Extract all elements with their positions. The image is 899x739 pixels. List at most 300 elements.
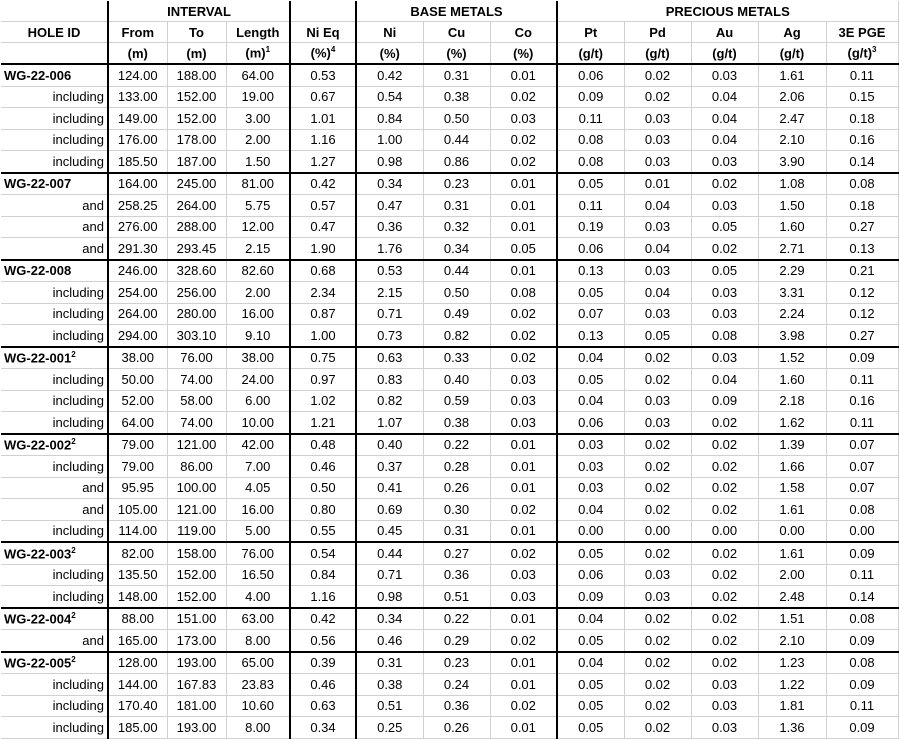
co-cell: 0.01 (490, 64, 557, 86)
to-cell: 86.00 (167, 456, 226, 478)
cu-cell: 0.36 (423, 695, 490, 717)
interval-qualifier: including (1, 520, 108, 542)
pd-cell: 0.03 (624, 129, 691, 151)
header-to-unit: (m) (167, 43, 226, 65)
pt-cell: 0.13 (557, 260, 624, 282)
from-cell: 82.00 (108, 542, 167, 564)
header-cu-unit: (%) (423, 43, 490, 65)
from-cell: 165.00 (108, 630, 167, 652)
table-row (1, 434, 898, 456)
nieq-cell: 0.75 (290, 347, 356, 369)
co-cell: 0.01 (490, 717, 557, 739)
header-nieq-top (290, 1, 356, 22)
nieq-cell: 0.42 (290, 173, 356, 195)
table-row (1, 260, 898, 282)
nieq-cell: 1.90 (290, 238, 356, 260)
hole-id-cell (1, 173, 108, 195)
ag-cell: 2.10 (758, 630, 826, 652)
interval-qualifier: including (1, 564, 108, 586)
co-cell: 0.03 (490, 412, 557, 434)
au-cell: 0.03 (691, 347, 758, 369)
to-cell: 152.00 (167, 586, 226, 608)
co-cell: 0.01 (490, 608, 557, 630)
header-ni: Ni (356, 22, 423, 43)
pd-cell: 0.04 (624, 195, 691, 217)
to-cell: 193.00 (167, 717, 226, 739)
header-ni-unit: (%) (356, 43, 423, 65)
nieq-cell: 0.97 (290, 369, 356, 391)
pt-cell: 0.06 (557, 412, 624, 434)
to-cell: 181.00 (167, 695, 226, 717)
pd-cell: 0.04 (624, 238, 691, 260)
pge-cell: 0.21 (826, 260, 898, 282)
pge-cell: 0.07 (826, 477, 898, 499)
pge-footnote: 3 (872, 45, 877, 55)
table-row (1, 456, 898, 478)
au-cell: 0.04 (691, 108, 758, 130)
header-co: Co (490, 22, 557, 43)
pt-cell: 0.09 (557, 86, 624, 108)
ni-cell: 0.54 (356, 86, 423, 108)
cu-cell: 0.26 (423, 477, 490, 499)
pt-cell: 0.13 (557, 325, 624, 347)
co-cell: 0.01 (490, 652, 557, 674)
pge-cell: 0.09 (826, 717, 898, 739)
pge-cell: 0.16 (826, 390, 898, 412)
length-cell: 7.00 (226, 456, 290, 478)
pt-cell: 0.08 (557, 151, 624, 173)
length-cell: 5.00 (226, 520, 290, 542)
pd-cell: 0.02 (624, 674, 691, 696)
pge-cell: 0.18 (826, 195, 898, 217)
co-cell: 0.02 (490, 151, 557, 173)
hole-id: WG-22-008 (4, 263, 72, 279)
au-cell: 0.02 (691, 173, 758, 195)
nieq-cell: 0.80 (290, 499, 356, 521)
to-cell: 151.00 (167, 608, 226, 630)
nieq-cell: 1.21 (290, 412, 356, 434)
cu-cell: 0.22 (423, 608, 490, 630)
table-row (1, 86, 898, 108)
to-cell: 74.00 (167, 369, 226, 391)
pt-cell: 0.05 (557, 630, 624, 652)
ni-cell: 0.34 (356, 173, 423, 195)
pge-cell: 0.08 (826, 608, 898, 630)
ni-cell: 1.07 (356, 412, 423, 434)
from-cell: 64.00 (108, 412, 167, 434)
from-cell: 95.95 (108, 477, 167, 499)
hole-id-footnote: 2 (71, 655, 76, 665)
pge-cell: 0.11 (826, 564, 898, 586)
hole-id: WG-22-001 (4, 350, 72, 366)
hole-id: WG-22-004 (4, 611, 72, 627)
interval-qualifier: including (1, 369, 108, 391)
length-cell: 19.00 (226, 86, 290, 108)
co-cell: 0.02 (490, 499, 557, 521)
ag-cell: 3.31 (758, 282, 826, 304)
header-pt-unit: (g/t) (557, 43, 624, 65)
pd-cell: 0.02 (624, 652, 691, 674)
cu-cell: 0.50 (423, 108, 490, 130)
from-cell: 79.00 (108, 434, 167, 456)
table-row (1, 608, 898, 630)
from-cell: 176.00 (108, 129, 167, 151)
pt-cell: 0.11 (557, 108, 624, 130)
au-cell: 0.02 (691, 652, 758, 674)
cu-cell: 0.40 (423, 369, 490, 391)
cu-cell: 0.31 (423, 520, 490, 542)
header-pd: Pd (624, 22, 691, 43)
ag-cell: 1.22 (758, 674, 826, 696)
header-row-labels (1, 22, 898, 43)
header-pge: 3E PGE (826, 22, 898, 43)
from-cell: 79.00 (108, 456, 167, 478)
cu-cell: 0.32 (423, 216, 490, 238)
pt-cell: 0.04 (557, 347, 624, 369)
length-cell: 65.00 (226, 652, 290, 674)
ag-cell: 2.71 (758, 238, 826, 260)
header-au-unit: (g/t) (691, 43, 758, 65)
pd-cell: 0.02 (624, 434, 691, 456)
from-cell: 291.30 (108, 238, 167, 260)
co-cell: 0.01 (490, 260, 557, 282)
nieq-cell: 0.48 (290, 434, 356, 456)
au-cell: 0.08 (691, 325, 758, 347)
co-cell: 0.08 (490, 282, 557, 304)
pd-cell: 0.05 (624, 325, 691, 347)
ag-cell: 2.24 (758, 303, 826, 325)
pge-cell: 0.13 (826, 238, 898, 260)
pge-cell: 0.11 (826, 64, 898, 86)
length-cell: 23.83 (226, 674, 290, 696)
length-cell: 10.60 (226, 695, 290, 717)
pd-cell: 0.03 (624, 564, 691, 586)
header-co-unit: (%) (490, 43, 557, 65)
length-cell: 9.10 (226, 325, 290, 347)
table-row (1, 108, 898, 130)
length-cell: 10.00 (226, 412, 290, 434)
length-cell: 42.00 (226, 434, 290, 456)
interval-qualifier: and (1, 477, 108, 499)
co-cell: 0.02 (490, 695, 557, 717)
length-cell: 16.00 (226, 303, 290, 325)
ag-cell: 3.90 (758, 151, 826, 173)
interval-qualifier: including (1, 695, 108, 717)
hole-id-cell (1, 64, 108, 86)
interval-qualifier: including (1, 108, 108, 130)
nieq-cell: 1.00 (290, 325, 356, 347)
interval-qualifier: and (1, 216, 108, 238)
table-row (1, 195, 898, 217)
co-cell: 0.02 (490, 542, 557, 564)
pge-cell: 0.16 (826, 129, 898, 151)
table-row (1, 390, 898, 412)
cu-cell: 0.23 (423, 652, 490, 674)
pge-cell: 0.14 (826, 586, 898, 608)
ag-cell: 1.52 (758, 347, 826, 369)
to-cell: 256.00 (167, 282, 226, 304)
ni-cell: 0.51 (356, 695, 423, 717)
ni-cell: 0.31 (356, 652, 423, 674)
ni-cell: 0.42 (356, 64, 423, 86)
co-cell: 0.02 (490, 86, 557, 108)
to-cell: 58.00 (167, 390, 226, 412)
nieq-cell: 0.50 (290, 477, 356, 499)
au-cell: 0.03 (691, 195, 758, 217)
co-cell: 0.01 (490, 216, 557, 238)
from-cell: 185.00 (108, 717, 167, 739)
ag-cell: 1.61 (758, 499, 826, 521)
hole-id-footnote: 2 (71, 437, 76, 447)
pd-cell: 0.02 (624, 630, 691, 652)
nieq-cell: 0.84 (290, 564, 356, 586)
ni-cell: 0.98 (356, 586, 423, 608)
ag-cell: 1.51 (758, 608, 826, 630)
au-cell: 0.02 (691, 586, 758, 608)
header-pd-unit: (g/t) (624, 43, 691, 65)
header-length-unit (226, 43, 290, 65)
nieq-cell: 1.27 (290, 151, 356, 173)
ni-cell: 2.15 (356, 282, 423, 304)
pt-cell: 0.05 (557, 369, 624, 391)
to-cell: 76.00 (167, 347, 226, 369)
au-cell: 0.04 (691, 86, 758, 108)
nieq-cell: 1.02 (290, 390, 356, 412)
nieq-cell: 2.34 (290, 282, 356, 304)
interval-qualifier: and (1, 195, 108, 217)
ni-cell: 0.83 (356, 369, 423, 391)
nieq-cell: 1.16 (290, 586, 356, 608)
co-cell: 0.03 (490, 390, 557, 412)
hole-id: WG-22-003 (4, 545, 72, 561)
au-cell: 0.02 (691, 564, 758, 586)
nieq-cell: 0.67 (290, 86, 356, 108)
pt-cell: 0.06 (557, 564, 624, 586)
co-cell: 0.01 (490, 674, 557, 696)
pd-cell: 0.03 (624, 108, 691, 130)
interval-qualifier: and (1, 499, 108, 521)
pge-unit-text: (g/t) (847, 45, 873, 61)
to-cell: 158.00 (167, 542, 226, 564)
pt-cell: 0.05 (557, 282, 624, 304)
ag-cell: 2.48 (758, 586, 826, 608)
au-cell: 0.02 (691, 412, 758, 434)
co-cell: 0.03 (490, 586, 557, 608)
length-cell: 3.00 (226, 108, 290, 130)
pd-cell: 0.04 (624, 282, 691, 304)
pd-cell: 0.02 (624, 64, 691, 86)
cu-cell: 0.44 (423, 129, 490, 151)
pd-cell: 0.01 (624, 173, 691, 195)
length-cell: 1.50 (226, 151, 290, 173)
ag-cell: 1.60 (758, 369, 826, 391)
ag-cell: 1.66 (758, 456, 826, 478)
nieq-unit-text: (%) (310, 45, 331, 61)
au-cell: 0.04 (691, 369, 758, 391)
ni-cell: 1.76 (356, 238, 423, 260)
ag-cell: 2.18 (758, 390, 826, 412)
hole-id: WG-22-002 (4, 437, 72, 453)
from-cell: 124.00 (108, 64, 167, 86)
ag-cell: 1.50 (758, 195, 826, 217)
to-cell: 74.00 (167, 412, 226, 434)
pd-cell: 0.03 (624, 586, 691, 608)
length-cell: 4.00 (226, 586, 290, 608)
nieq-footnote: 4 (330, 45, 336, 55)
length-cell: 16.00 (226, 499, 290, 521)
pt-cell: 0.11 (557, 195, 624, 217)
pge-cell: 0.09 (826, 347, 898, 369)
ag-cell: 1.58 (758, 477, 826, 499)
table-row (1, 303, 898, 325)
ni-cell: 0.45 (356, 520, 423, 542)
pge-cell: 0.09 (826, 542, 898, 564)
interval-qualifier: including (1, 325, 108, 347)
ni-cell: 0.71 (356, 564, 423, 586)
co-cell: 0.02 (490, 129, 557, 151)
cu-cell: 0.26 (423, 717, 490, 739)
ni-cell: 0.47 (356, 195, 423, 217)
table-row (1, 542, 898, 564)
ni-cell: 0.53 (356, 260, 423, 282)
interval-qualifier: including (1, 86, 108, 108)
length-cell: 5.75 (226, 195, 290, 217)
pd-cell: 0.02 (624, 542, 691, 564)
cu-cell: 0.33 (423, 347, 490, 369)
pt-cell: 0.07 (557, 303, 624, 325)
ag-cell: 1.39 (758, 434, 826, 456)
length-cell: 63.00 (226, 608, 290, 630)
table-row (1, 173, 898, 195)
au-cell: 0.02 (691, 542, 758, 564)
cu-cell: 0.38 (423, 86, 490, 108)
ag-cell: 2.47 (758, 108, 826, 130)
table-row (1, 564, 898, 586)
to-cell: 173.00 (167, 630, 226, 652)
pge-cell: 0.08 (826, 499, 898, 521)
pge-cell: 0.11 (826, 412, 898, 434)
to-cell: 303.10 (167, 325, 226, 347)
header-pt: Pt (557, 22, 624, 43)
header-to: To (167, 22, 226, 43)
co-cell: 0.05 (490, 238, 557, 260)
cu-cell: 0.22 (423, 434, 490, 456)
length-cell: 38.00 (226, 347, 290, 369)
co-cell: 0.02 (490, 630, 557, 652)
ni-cell: 0.37 (356, 456, 423, 478)
pd-cell: 0.03 (624, 412, 691, 434)
pd-cell: 0.02 (624, 369, 691, 391)
pt-cell: 0.00 (557, 520, 624, 542)
ni-cell: 0.73 (356, 325, 423, 347)
from-cell: 52.00 (108, 390, 167, 412)
cu-cell: 0.59 (423, 390, 490, 412)
co-cell: 0.01 (490, 173, 557, 195)
ni-cell: 0.84 (356, 108, 423, 130)
ni-cell: 1.00 (356, 129, 423, 151)
au-cell: 0.02 (691, 630, 758, 652)
length-cell: 8.00 (226, 717, 290, 739)
to-cell: 152.00 (167, 564, 226, 586)
pge-cell: 0.12 (826, 303, 898, 325)
from-cell: 50.00 (108, 369, 167, 391)
from-cell: 294.00 (108, 325, 167, 347)
ni-cell: 0.41 (356, 477, 423, 499)
interval-qualifier: including (1, 129, 108, 151)
pt-cell: 0.04 (557, 652, 624, 674)
pt-cell: 0.04 (557, 499, 624, 521)
table-row (1, 477, 898, 499)
table-row (1, 499, 898, 521)
header-ag: Ag (758, 22, 826, 43)
pge-cell: 0.09 (826, 674, 898, 696)
length-cell: 64.00 (226, 64, 290, 86)
pge-cell: 0.18 (826, 108, 898, 130)
nieq-cell: 0.87 (290, 303, 356, 325)
to-cell: 187.00 (167, 151, 226, 173)
ni-cell: 0.71 (356, 303, 423, 325)
cu-cell: 0.30 (423, 499, 490, 521)
au-cell: 0.03 (691, 151, 758, 173)
pt-cell: 0.05 (557, 173, 624, 195)
cu-cell: 0.38 (423, 412, 490, 434)
interval-qualifier: including (1, 303, 108, 325)
from-cell: 105.00 (108, 499, 167, 521)
header-from-unit: (m) (108, 43, 167, 65)
header-hole-id-top (1, 1, 108, 22)
ag-cell: 2.29 (758, 260, 826, 282)
pge-cell: 0.00 (826, 520, 898, 542)
length-cell: 2.00 (226, 282, 290, 304)
to-cell: 188.00 (167, 64, 226, 86)
pge-cell: 0.12 (826, 282, 898, 304)
hole-id: WG-22-005 (4, 655, 72, 671)
ni-cell: 0.34 (356, 608, 423, 630)
nieq-cell: 0.39 (290, 652, 356, 674)
nieq-cell: 1.16 (290, 129, 356, 151)
pd-cell: 0.03 (624, 303, 691, 325)
length-cell: 4.05 (226, 477, 290, 499)
ag-cell: 1.23 (758, 652, 826, 674)
pt-cell: 0.04 (557, 608, 624, 630)
au-cell: 0.03 (691, 717, 758, 739)
pd-cell: 0.03 (624, 260, 691, 282)
ni-cell: 0.46 (356, 630, 423, 652)
length-cell: 16.50 (226, 564, 290, 586)
hole-id-cell (1, 260, 108, 282)
header-base-metals: BASE METALS (356, 1, 557, 22)
header-pge-unit (826, 43, 898, 65)
pd-cell: 0.02 (624, 717, 691, 739)
nieq-cell: 0.47 (290, 216, 356, 238)
co-cell: 0.02 (490, 303, 557, 325)
pd-cell: 0.02 (624, 347, 691, 369)
interval-qualifier: including (1, 674, 108, 696)
from-cell: 88.00 (108, 608, 167, 630)
from-cell: 144.00 (108, 674, 167, 696)
cu-cell: 0.49 (423, 303, 490, 325)
to-cell: 245.00 (167, 173, 226, 195)
ag-cell: 1.36 (758, 717, 826, 739)
table-row (1, 412, 898, 434)
pd-cell: 0.03 (624, 216, 691, 238)
ni-cell: 0.69 (356, 499, 423, 521)
cu-cell: 0.24 (423, 674, 490, 696)
pge-cell: 0.08 (826, 173, 898, 195)
to-cell: 121.00 (167, 434, 226, 456)
nieq-cell: 0.46 (290, 674, 356, 696)
hole-id-cell (1, 652, 108, 674)
